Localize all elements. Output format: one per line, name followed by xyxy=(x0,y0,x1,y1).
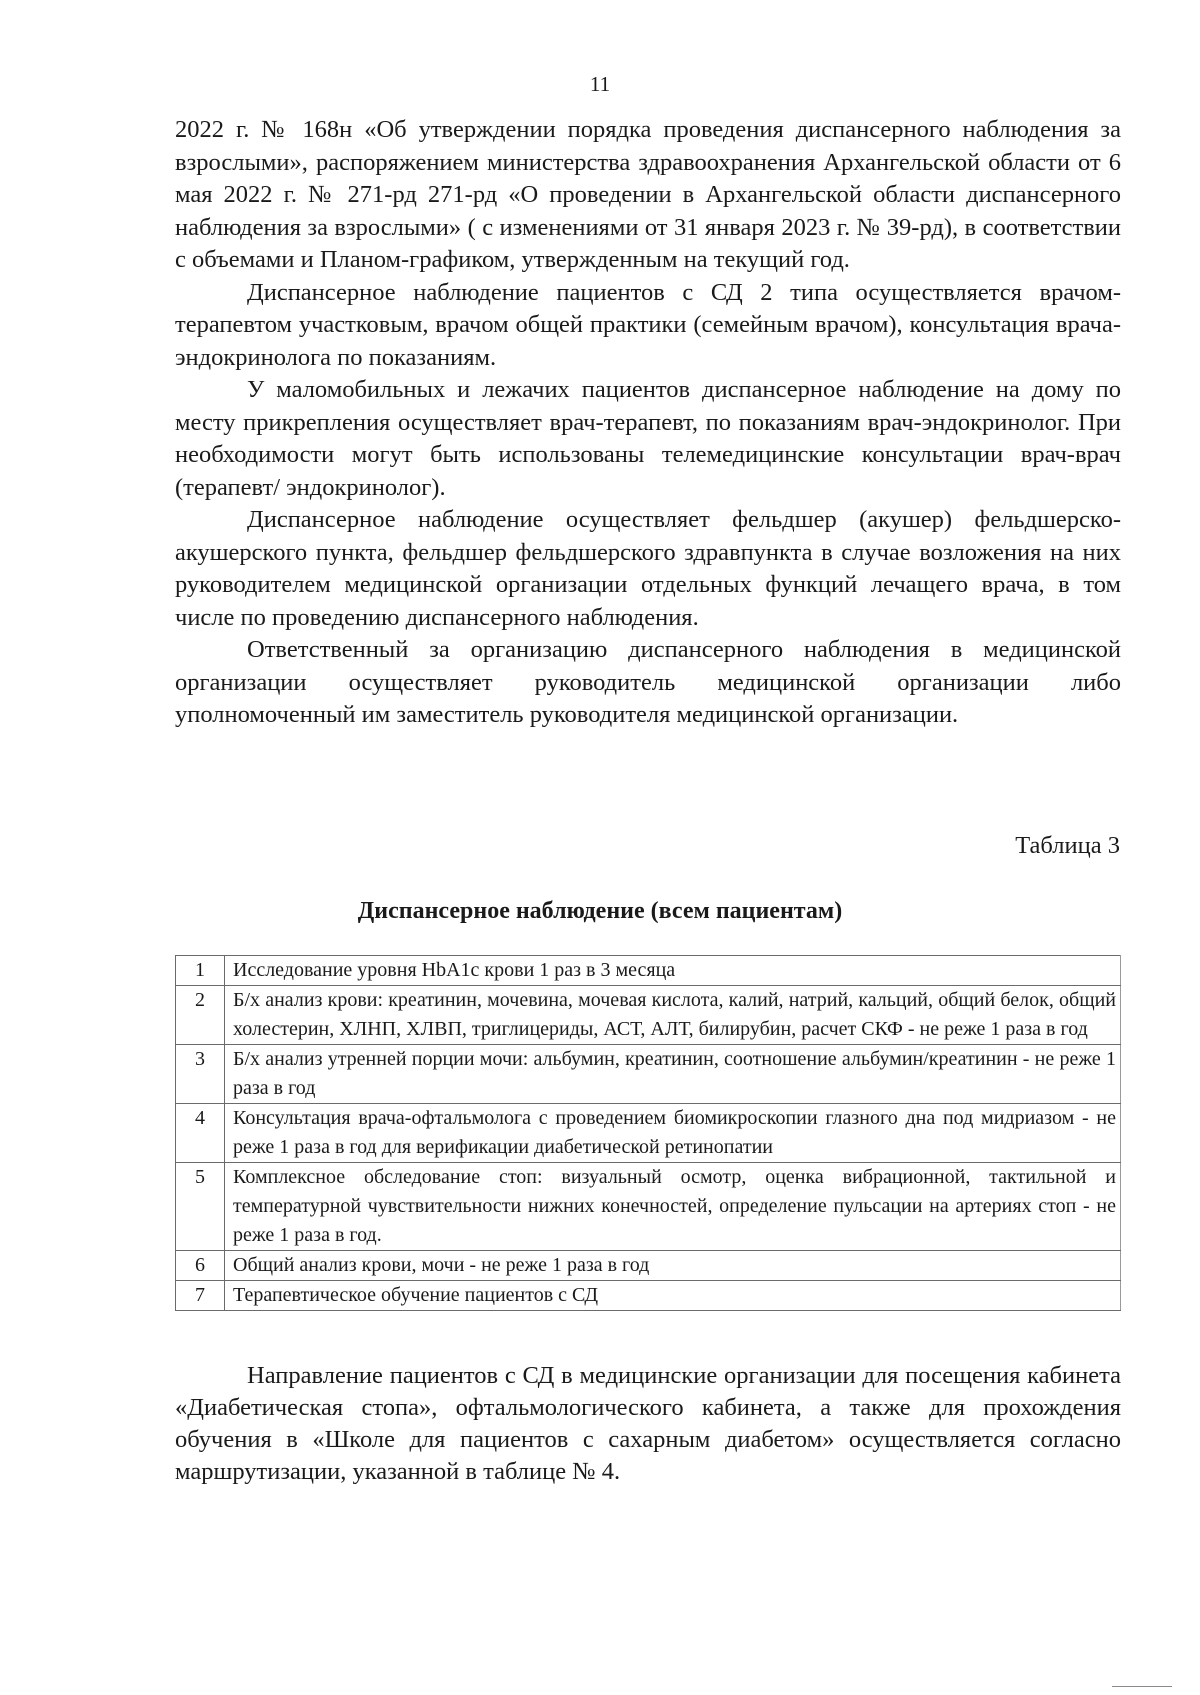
table-label: Таблица 3 xyxy=(1015,832,1120,859)
row-number: 2 xyxy=(176,986,225,1045)
table-row xyxy=(176,956,1121,986)
table-row xyxy=(176,1163,1121,1251)
body-text xyxy=(175,114,1121,732)
row-number: 1 xyxy=(176,956,225,986)
paragraph-5: Ответственный за организацию диспансерного наблюдения в медицинской организации осуществляет руководитель медицинской организации либо уполномоченный им заместитель руководителя медицинской организации. xyxy=(175,636,1121,728)
row-text: Общий анализ крови, мочи - не реже 1 раза в год xyxy=(225,1251,1121,1281)
closing-text xyxy=(175,1360,1121,1488)
row-number: 6 xyxy=(176,1251,225,1281)
table-row xyxy=(176,1251,1121,1281)
paragraph-2: Диспансерное наблюдение пациентов с СД 2 типа осуществляется врачом-терапевтом участковым, врачом общей практики (семейным врачом), консультация врача-эндокринолога по показаниям. xyxy=(175,278,1121,371)
table-title: Диспансерное наблюдение (всем пациентам) xyxy=(357,898,843,924)
paragraph-3: У маломобильных и лежачих пациентов диспансерное наблюдение на дому по месту прикрепления осуществляет врач-терапевт, по показаниям врач-эндокринолог. При необходимости могут быть использованы телемедицинские консультации врач-врач (терапевт/ эндокринолог). xyxy=(175,376,1121,501)
table-row xyxy=(176,1045,1121,1104)
row-text: Исследование уровня HbA1c крови 1 раз в 3 месяца xyxy=(225,956,1121,986)
row-number: 5 xyxy=(176,1163,225,1251)
row-text: Терапевтическое обучение пациентов с СД xyxy=(225,1281,1121,1311)
row-text: Консультация врача-офтальмолога с проведением биомикроскопии глазного дна под мидриазом - не реже 1 раза в год для верификации диабетической ретинопатии xyxy=(225,1104,1121,1163)
observation-table xyxy=(175,955,1121,1311)
row-number: 3 xyxy=(176,1045,225,1104)
scan-artifact-line xyxy=(1112,1686,1172,1687)
row-number: 7 xyxy=(176,1281,225,1311)
paragraph-4: Диспансерное наблюдение осуществляет фельдшер (акушер) фельдшерско-акушерского пункта, фельдшер фельдшерского здравпункта в случае возложения на них руководителем медицинской организации отдельных функций лечащего врача, в том числе по проведению диспансерного наблюдения. xyxy=(175,506,1121,631)
paragraph-1: 2022 г. № 168н «Об утверждении порядка проведения диспансерного наблюдения за взрослыми», распоряжением министерства здравоохранения Архангельской области от 6 мая 2022 г. № 271-рд 271-рд «О проведении в Архангельской области диспансерного наблюдения за взрослыми» ( с изменениями от 31 января 2023 г. № 39-рд), в соответствии с объемами и Планом-графиком, утвержденным на текущий год. xyxy=(175,116,1121,273)
row-number: 4 xyxy=(176,1104,225,1163)
page-number: 11 xyxy=(589,72,611,96)
table-row xyxy=(176,1281,1121,1311)
closing-paragraph: Направление пациентов с СД в медицинские организации для посещения кабинета «Диабетическая стопа», офтальмологического кабинета, а также для прохождения обучения в «Школе для пациентов с сахарным диабетом» осуществляется согласно маршрутизации, указанной в таблице № 4. xyxy=(175,1362,1121,1485)
row-text: Б/х анализ крови: креатинин, мочевина, мочевая кислота, калий, натрий, кальций, общий белок, общий холестерин, ХЛНП, ХЛВП, триглицериды, АСТ, АЛТ, билирубин, расчет СКФ - не реже 1 раза в год xyxy=(225,986,1121,1045)
row-text: Б/х анализ утренней порции мочи: альбумин, креатинин, соотношение альбумин/креатинин - не реже 1 раза в год xyxy=(225,1045,1121,1104)
table-row xyxy=(176,986,1121,1045)
row-text: Комплексное обследование стоп: визуальный осмотр, оценка вибрационной, тактильной и температурной чувствительности нижних конечностей, определение пульсации на артериях стоп - не реже 1 раза в год. xyxy=(225,1163,1121,1251)
table-row xyxy=(176,1104,1121,1163)
